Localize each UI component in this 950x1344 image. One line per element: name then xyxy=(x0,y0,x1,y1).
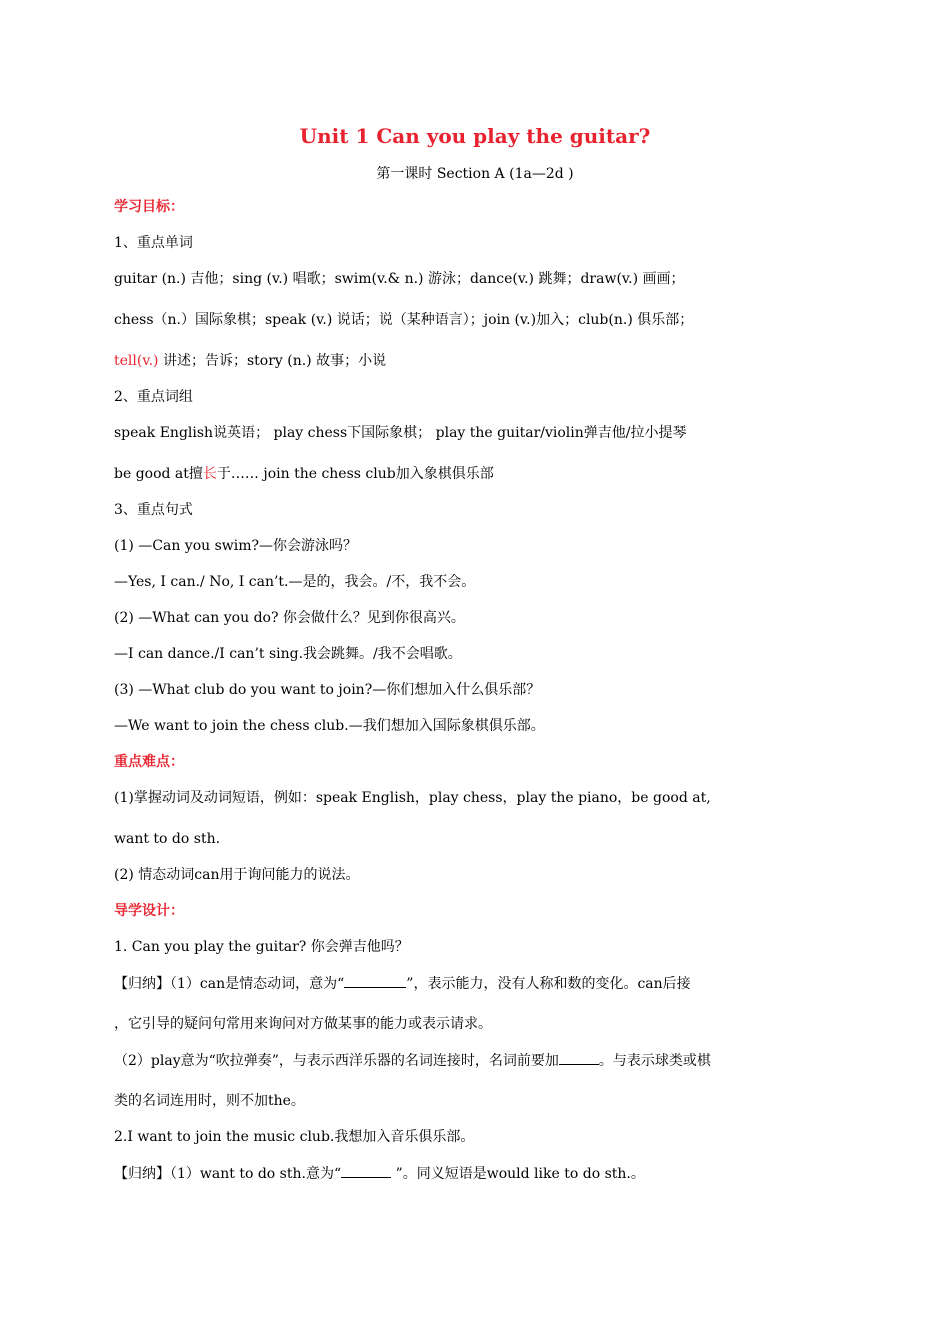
question-1-summary-b: ”，表示能力，没有人称和数的变化。can后接 xyxy=(406,976,691,992)
question-2: 2.I want to join the music club.我想加入音乐俱乐部。 xyxy=(114,1129,475,1145)
question-1-summary xyxy=(114,973,840,994)
sentence-2-answer: —I can dance./I can’t sing.我会跳舞。/我不会唱歌。 xyxy=(114,646,462,662)
words-line-3 xyxy=(114,351,840,371)
question-1-summary-line-2: ，它引导的疑问句常用来询问对方做某事的能力或表示请求。 xyxy=(114,1016,492,1032)
question-1-summary-2-line-2: 类的名词连用时，则不加the。 xyxy=(114,1093,305,1109)
question-2-summary-a: 【归纳】（1）want to do sth.意为“ xyxy=(114,1166,342,1182)
difficult-heading: 重点难点： xyxy=(114,754,184,770)
design-heading: 导学设计： xyxy=(114,903,184,919)
phrases-line-2-b: 于…… join the chess club加入象棋俱乐部 xyxy=(216,466,494,482)
words-line-3-highlight: tell(v.) xyxy=(114,353,159,369)
words-line-2: chess（n.）国际象棋；speak (v.) 说话；说（某种语言）；join (v.)加入；club(n.) 俱乐部； xyxy=(114,312,694,328)
sentence-1-answer: —Yes, I can./ No, I can’t.—是的，我会。/不，我不会。 xyxy=(114,574,476,590)
phrases-line-2-a: be good at擅 xyxy=(114,466,203,482)
sentences-heading: 3、重点句式 xyxy=(114,502,193,518)
answer-blank[interactable] xyxy=(341,1163,391,1178)
phrases-line-1: speak English说英语； play chess下国际象棋； play the guitar/violin弹吉他/拉小提琴 xyxy=(114,425,687,441)
question-2-summary-b: ”。同义短语是would like to do sth.。 xyxy=(391,1166,645,1182)
words-line-3-rest: 讲述；告诉；story (n.) 故事；小说 xyxy=(158,353,387,369)
question-1-summary-a: 【归纳】（1）can是情态动词，意为“ xyxy=(114,976,345,992)
question-1: 1. Can you play the guitar? 你会弹吉他吗？ xyxy=(114,939,409,955)
question-1-summary-2 xyxy=(114,1050,840,1071)
words-heading: 1、重点单词 xyxy=(114,235,193,251)
question-2-summary xyxy=(114,1163,840,1184)
answer-blank[interactable] xyxy=(344,973,406,988)
page-title: Unit 1 Can you play the guitar? xyxy=(299,124,651,148)
sentence-3-question: (3) —What club do you want to join?—你们想加入什么俱乐部？ xyxy=(114,682,541,698)
phrases-line-2-highlight: 长 xyxy=(202,466,217,482)
sentence-2-question: (2) —What can you do? 你会做什么？见到你很高兴。 xyxy=(114,610,465,626)
difficult-2: (2) 情态动词can用于询问能力的说法。 xyxy=(114,867,360,883)
sentence-3-answer: —We want to join the chess club.—我们想加入国际象棋俱乐部。 xyxy=(114,718,545,734)
phrases-line-2 xyxy=(114,464,840,484)
phrases-heading: 2、重点词组 xyxy=(114,389,193,405)
difficult-1-line-2: want to do sth. xyxy=(114,831,221,847)
words-line-1: guitar (n.) 吉他；sing (v.) 唱歌；swim(v.& n.) 游泳；dance(v.) 跳舞；draw(v.) 画画； xyxy=(114,271,685,287)
goals-heading: 学习目标： xyxy=(114,199,184,215)
sentence-1-question: (1) —Can you swim?—你会游泳吗？ xyxy=(114,538,358,554)
page-subtitle: 第一课时 Section A (1a—2d ) xyxy=(376,166,574,182)
answer-blank[interactable] xyxy=(559,1050,599,1065)
question-1-summary-2-b: 。与表示球类或棋 xyxy=(598,1053,711,1069)
difficult-1-line-1: (1)掌握动词及动词短语，例如：speak English，play chess，play the piano，be good at, xyxy=(114,790,711,806)
question-1-summary-2-a: （2）play意为“吹拉弹奏”，与表示西洋乐器的名词连接时，名词前要加 xyxy=(114,1053,559,1069)
